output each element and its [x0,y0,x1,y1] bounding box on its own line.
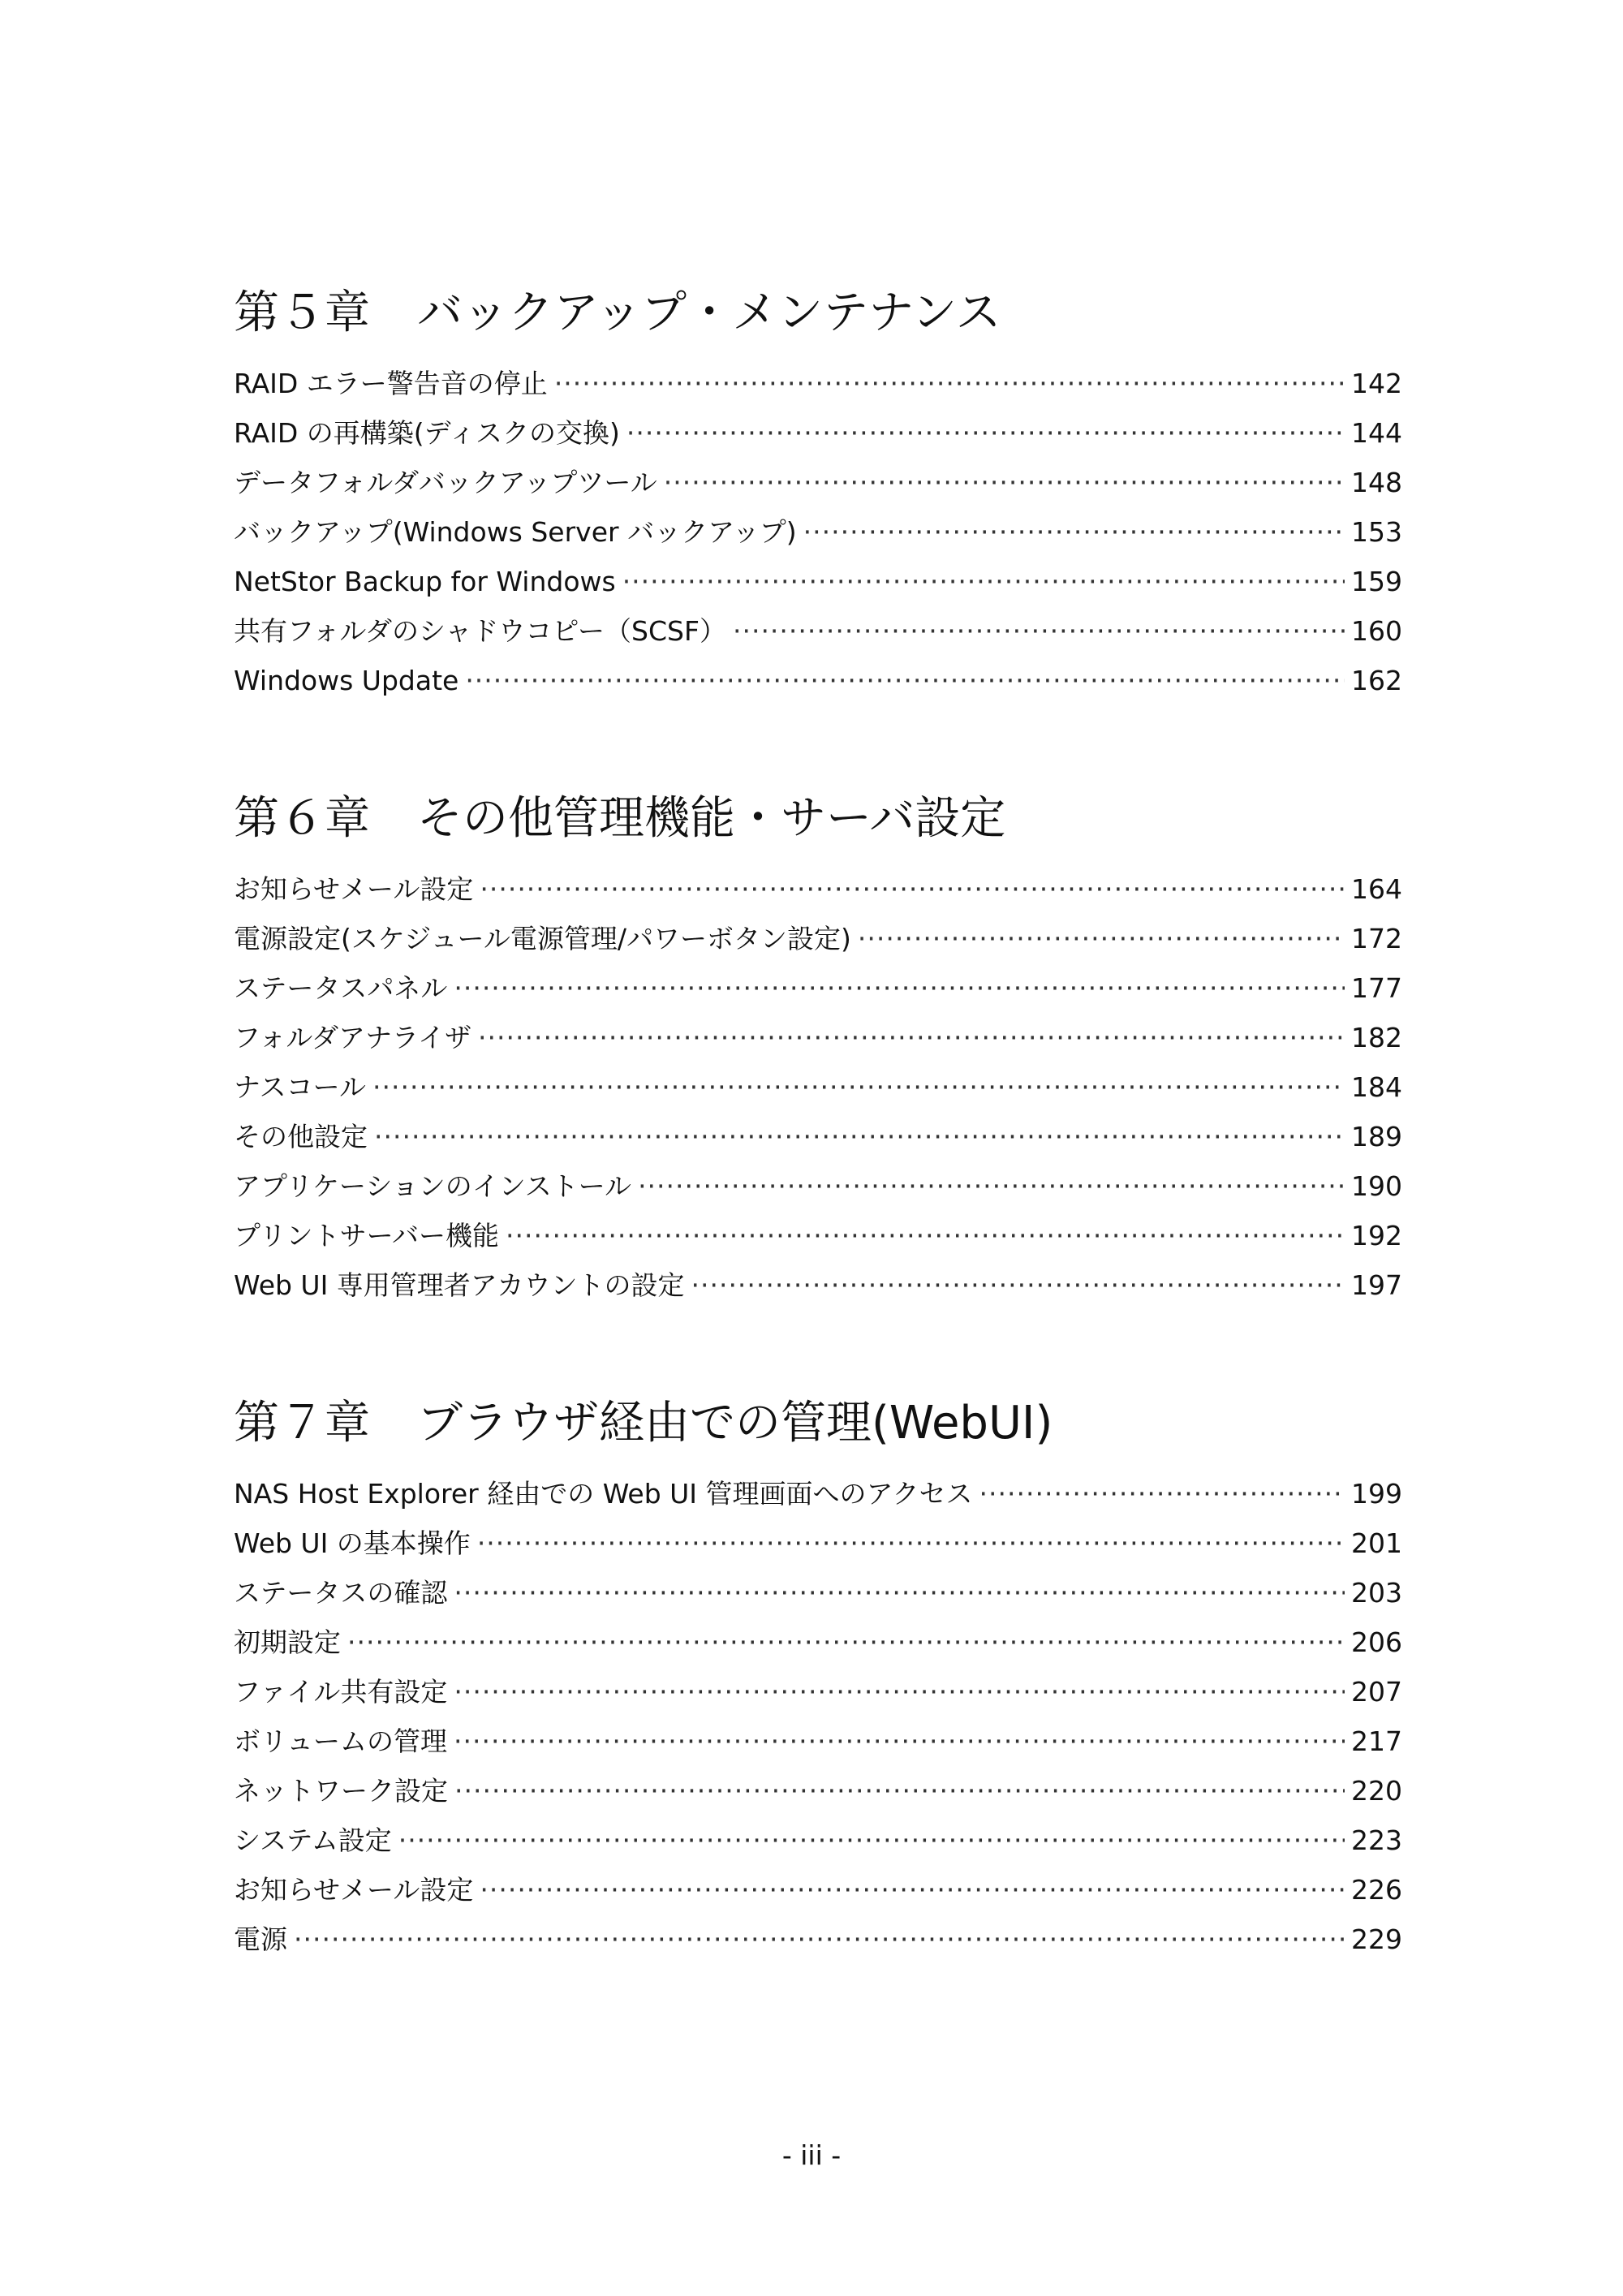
entry-title: アプリケーションのインストール [234,1170,632,1202]
toc-entry[interactable] [234,1568,1402,1618]
dot-leader [480,864,1345,914]
entry-page: 160 [1351,615,1402,647]
entry-page: 197 [1351,1269,1402,1301]
entry-title: Windows Update [234,665,459,696]
toc-entry[interactable] [234,359,1402,408]
entry-page: 220 [1351,1775,1402,1807]
entry-title: ファイル共有設定 [234,1676,448,1708]
entry-title: ナスコール [234,1071,367,1103]
entry-title: ステータスパネル [234,972,448,1004]
entry-title: システム設定 [234,1824,392,1856]
dot-leader [347,1618,1345,1667]
dot-leader [638,1161,1345,1211]
dot-leader [454,1766,1345,1816]
dot-leader [622,557,1345,606]
entry-title: ボリュームの管理 [234,1725,448,1757]
entry-page: 159 [1351,566,1402,597]
toc-entry[interactable] [234,1469,1402,1518]
chapter-7 [234,1394,1402,1964]
entry-page: 153 [1351,516,1402,548]
entry-page: 189 [1351,1121,1402,1152]
chapter-6 [234,790,1402,1310]
toc-entry[interactable] [234,1816,1402,1865]
entry-title: データフォルダバックアップツール [234,467,657,498]
table-of-contents [234,284,1402,2048]
entry-page: 192 [1351,1220,1402,1251]
dot-leader [398,1816,1345,1865]
toc-entry[interactable] [234,1717,1402,1766]
dot-leader [858,914,1345,963]
entry-title: NetStor Backup for Windows [234,566,616,597]
entry-page: 199 [1351,1478,1402,1510]
dot-leader [478,1013,1345,1062]
entry-title: 電源設定(スケジュール電源管理/パワーボタン設定) [234,923,851,954]
toc-entry[interactable] [234,914,1402,963]
entry-title: RAID エラー警告音の停止 [234,368,548,399]
dot-leader [454,1667,1345,1717]
entry-page: 162 [1351,665,1402,696]
entry-page: 182 [1351,1022,1402,1053]
entry-page: 201 [1351,1527,1402,1559]
toc-entry[interactable] [234,963,1402,1013]
entry-title: Web UI 専用管理者アカウントの設定 [234,1269,685,1301]
dot-leader [480,1865,1345,1915]
entry-page: 226 [1351,1874,1402,1906]
entry-page: 203 [1351,1577,1402,1609]
toc-entry[interactable] [234,1112,1402,1161]
dot-leader [465,656,1345,705]
dot-leader [664,458,1345,507]
toc-entry[interactable] [234,1915,1402,1964]
entry-page: 144 [1351,417,1402,449]
chapter-title: ブラウザ経由での管理(WebUI) [417,1397,1053,1450]
entry-title: NAS Host Explorer 経由での Web UI 管理画面へのアクセス [234,1478,973,1510]
entry-page: 148 [1351,467,1402,498]
chapter-heading [234,790,1402,848]
entry-title: フォルダアナライザ [234,1022,472,1053]
page-number-footer: - iii - [781,2139,842,2171]
toc-entry[interactable] [234,1211,1402,1260]
entry-title: RAID の再構築(ディスクの交換) [234,417,620,449]
chapter-number: 第５章 [234,286,370,339]
entry-title: 初期設定 [234,1626,341,1658]
entry-title: ステータスの確認 [234,1577,448,1609]
entry-title: プリントサーバー機能 [234,1220,500,1251]
entry-page: 217 [1351,1725,1402,1757]
dot-leader [374,1112,1345,1161]
entry-page: 142 [1351,368,1402,399]
dot-leader [506,1211,1345,1260]
toc-entry[interactable] [234,1618,1402,1667]
chapter-5 [234,284,1402,705]
dot-leader [294,1915,1345,1964]
dot-leader [626,408,1345,458]
entry-page: 206 [1351,1626,1402,1658]
dot-leader [454,963,1345,1013]
entry-page: 229 [1351,1923,1402,1955]
entry-title: お知らせメール設定 [234,873,474,905]
entry-title: ネットワーク設定 [234,1775,448,1807]
entry-title: 共有フォルダのシャドウコピー（SCSF） [234,615,726,647]
entry-title: 電源 [234,1923,287,1955]
entry-page: 177 [1351,972,1402,1004]
dot-leader [477,1518,1345,1568]
dot-leader [979,1469,1345,1518]
dot-leader [733,606,1345,656]
toc-entry[interactable] [234,1865,1402,1915]
chapter-heading [234,284,1402,342]
entry-page: 190 [1351,1170,1402,1202]
dot-leader [691,1260,1345,1310]
chapter-title: その他管理機能・サーバ設定 [417,792,1006,845]
toc-entry[interactable] [234,458,1402,507]
chapter-number: 第７章 [234,1397,370,1450]
entry-page: 184 [1351,1071,1402,1103]
toc-entry[interactable] [234,1518,1402,1568]
toc-entry[interactable] [234,606,1402,656]
toc-entry[interactable] [234,408,1402,458]
dot-leader [554,359,1345,408]
entry-title: Web UI の基本操作 [234,1527,471,1559]
chapter-title: バックアップ・メンテナンス [417,286,1001,339]
toc-entry[interactable] [234,1766,1402,1816]
entry-page: 164 [1351,873,1402,905]
toc-entry[interactable] [234,1161,1402,1211]
toc-entry[interactable] [234,864,1402,914]
toc-entry[interactable] [234,1260,1402,1310]
toc-entry[interactable] [234,507,1402,557]
entry-title: その他設定 [234,1121,368,1152]
dot-leader [372,1062,1345,1112]
entry-page: 223 [1351,1824,1402,1856]
entry-page: 207 [1351,1676,1402,1708]
toc-entry[interactable] [234,1013,1402,1062]
toc-entry[interactable] [234,557,1402,606]
dot-leader [454,1568,1345,1618]
dot-leader [803,507,1345,557]
toc-entry[interactable] [234,1062,1402,1112]
entry-title: お知らせメール設定 [234,1874,474,1906]
chapter-number: 第６章 [234,792,370,845]
entry-page: 172 [1351,923,1402,954]
toc-entry[interactable] [234,1667,1402,1717]
chapter-heading [234,1394,1402,1453]
toc-entry[interactable] [234,656,1402,705]
entry-title: バックアップ(Windows Server バックアップ) [234,516,797,548]
dot-leader [454,1717,1345,1766]
